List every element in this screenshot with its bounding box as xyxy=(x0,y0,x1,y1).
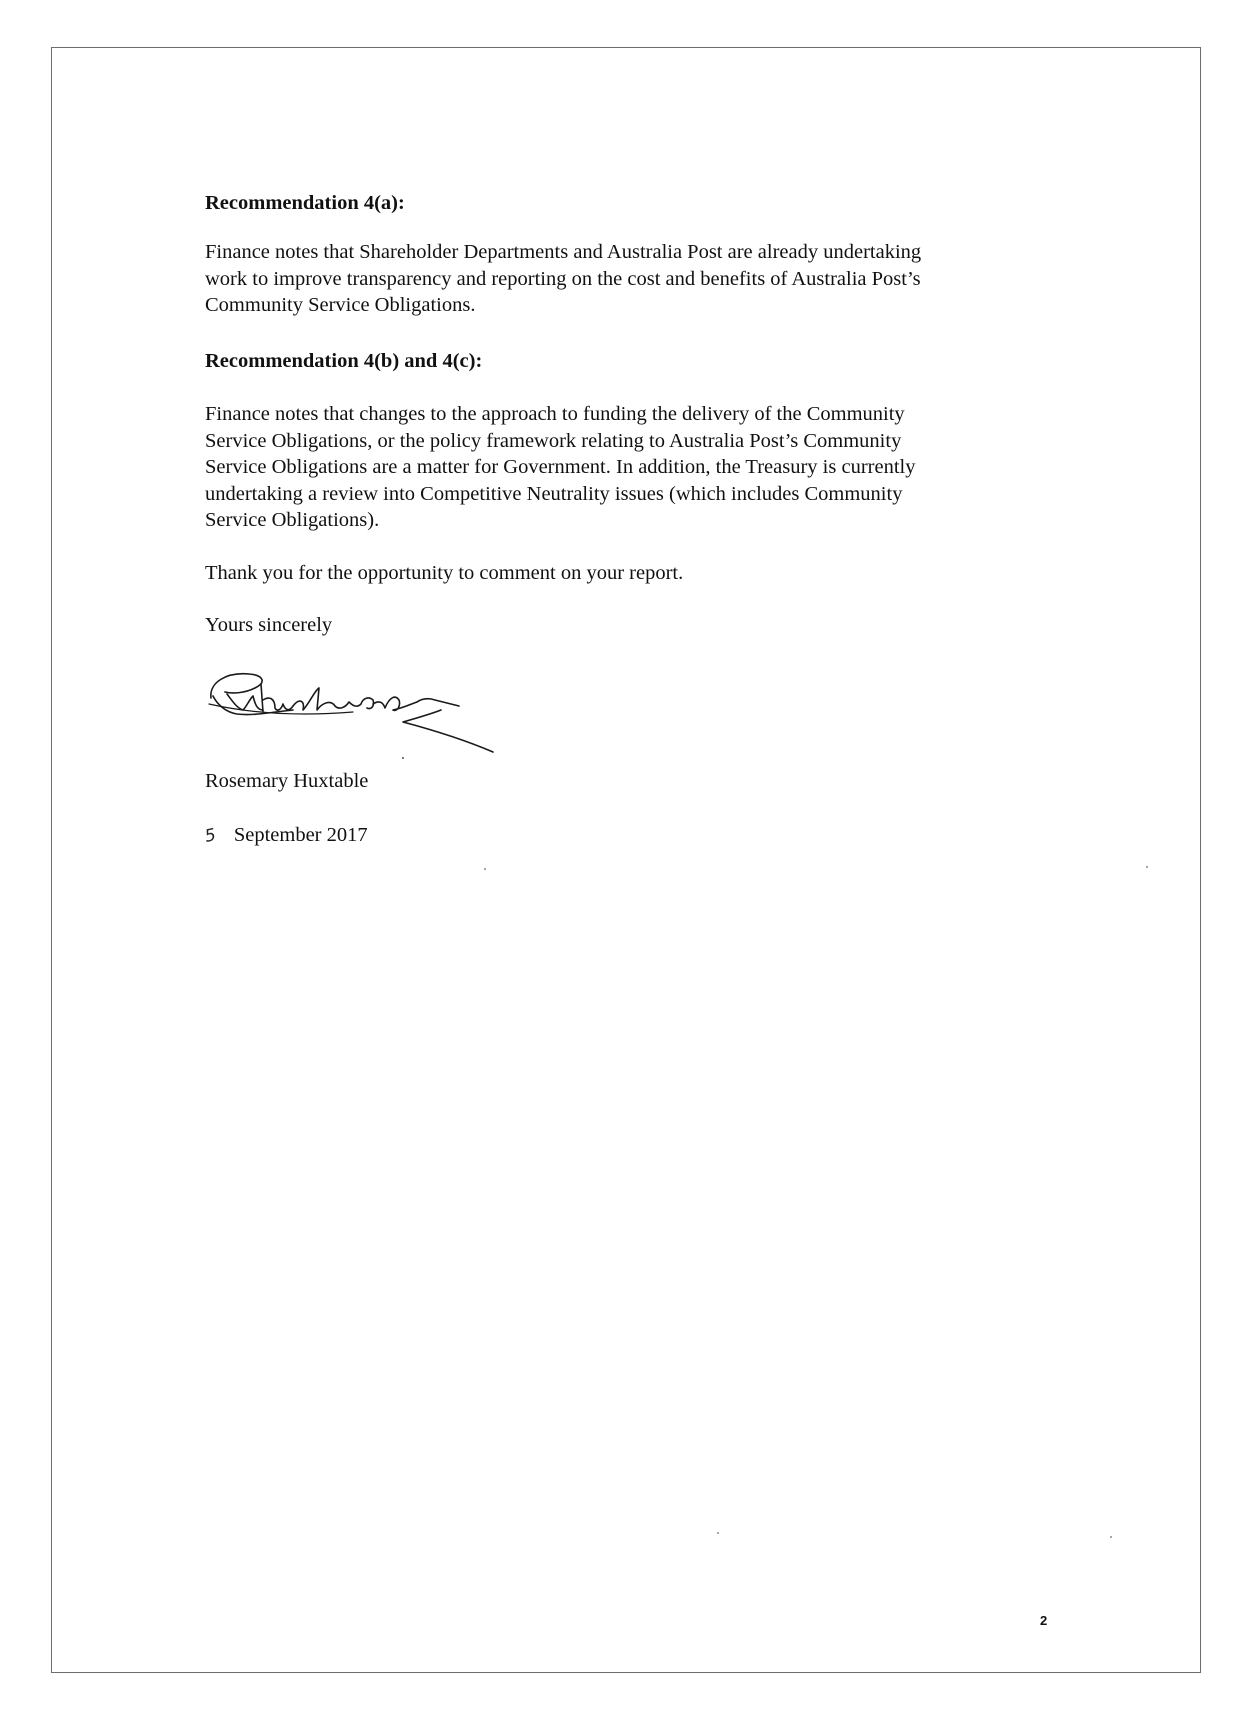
thanks-line: Thank you for the opportunity to comment on your report. xyxy=(205,562,684,584)
heading-recommendation-4bc: Recommendation 4(b) and 4(c): xyxy=(205,350,483,372)
scan-speck xyxy=(717,1532,719,1534)
paragraph-line: Service Obligations). xyxy=(205,509,380,531)
heading-recommendation-4a: Recommendation 4(a): xyxy=(205,192,405,214)
signature-icon xyxy=(203,660,523,770)
paragraph-line: Service Obligations are a matter for Government. In addition, the Treasury is currently xyxy=(205,456,916,478)
paragraph-line: undertaking a review into Competitive Neutrality issues (which includes Community xyxy=(205,482,903,505)
date-text: September 2017 xyxy=(233,824,368,846)
paragraph-line: Finance notes that Shareholder Departments and Australia Post are already undertaking xyxy=(205,241,922,263)
paragraph-line: Service Obligations, or the policy framework relating to Australia Post’s Community xyxy=(205,429,902,452)
page-number: 2 xyxy=(1040,1613,1048,1628)
closing-line: Yours sincerely xyxy=(205,614,333,636)
paragraph-line: Finance notes that changes to the approach to funding the delivery of the Community xyxy=(205,403,905,425)
scan-speck xyxy=(1110,1536,1112,1538)
handwritten-date-day: 5 xyxy=(202,825,218,847)
date-line xyxy=(202,822,368,850)
paragraph-line: work to improve transparency and reporting on the cost and benefits of Australia Post’s xyxy=(205,267,921,290)
scan-speck xyxy=(1146,866,1148,868)
scan-speck xyxy=(484,868,486,870)
paragraph-line: Community Service Obligations. xyxy=(205,294,476,316)
paragraph-recommendation-4bc xyxy=(205,401,915,534)
paragraph-recommendation-4a xyxy=(205,239,921,319)
signatory-name: Rosemary Huxtable xyxy=(205,770,369,792)
